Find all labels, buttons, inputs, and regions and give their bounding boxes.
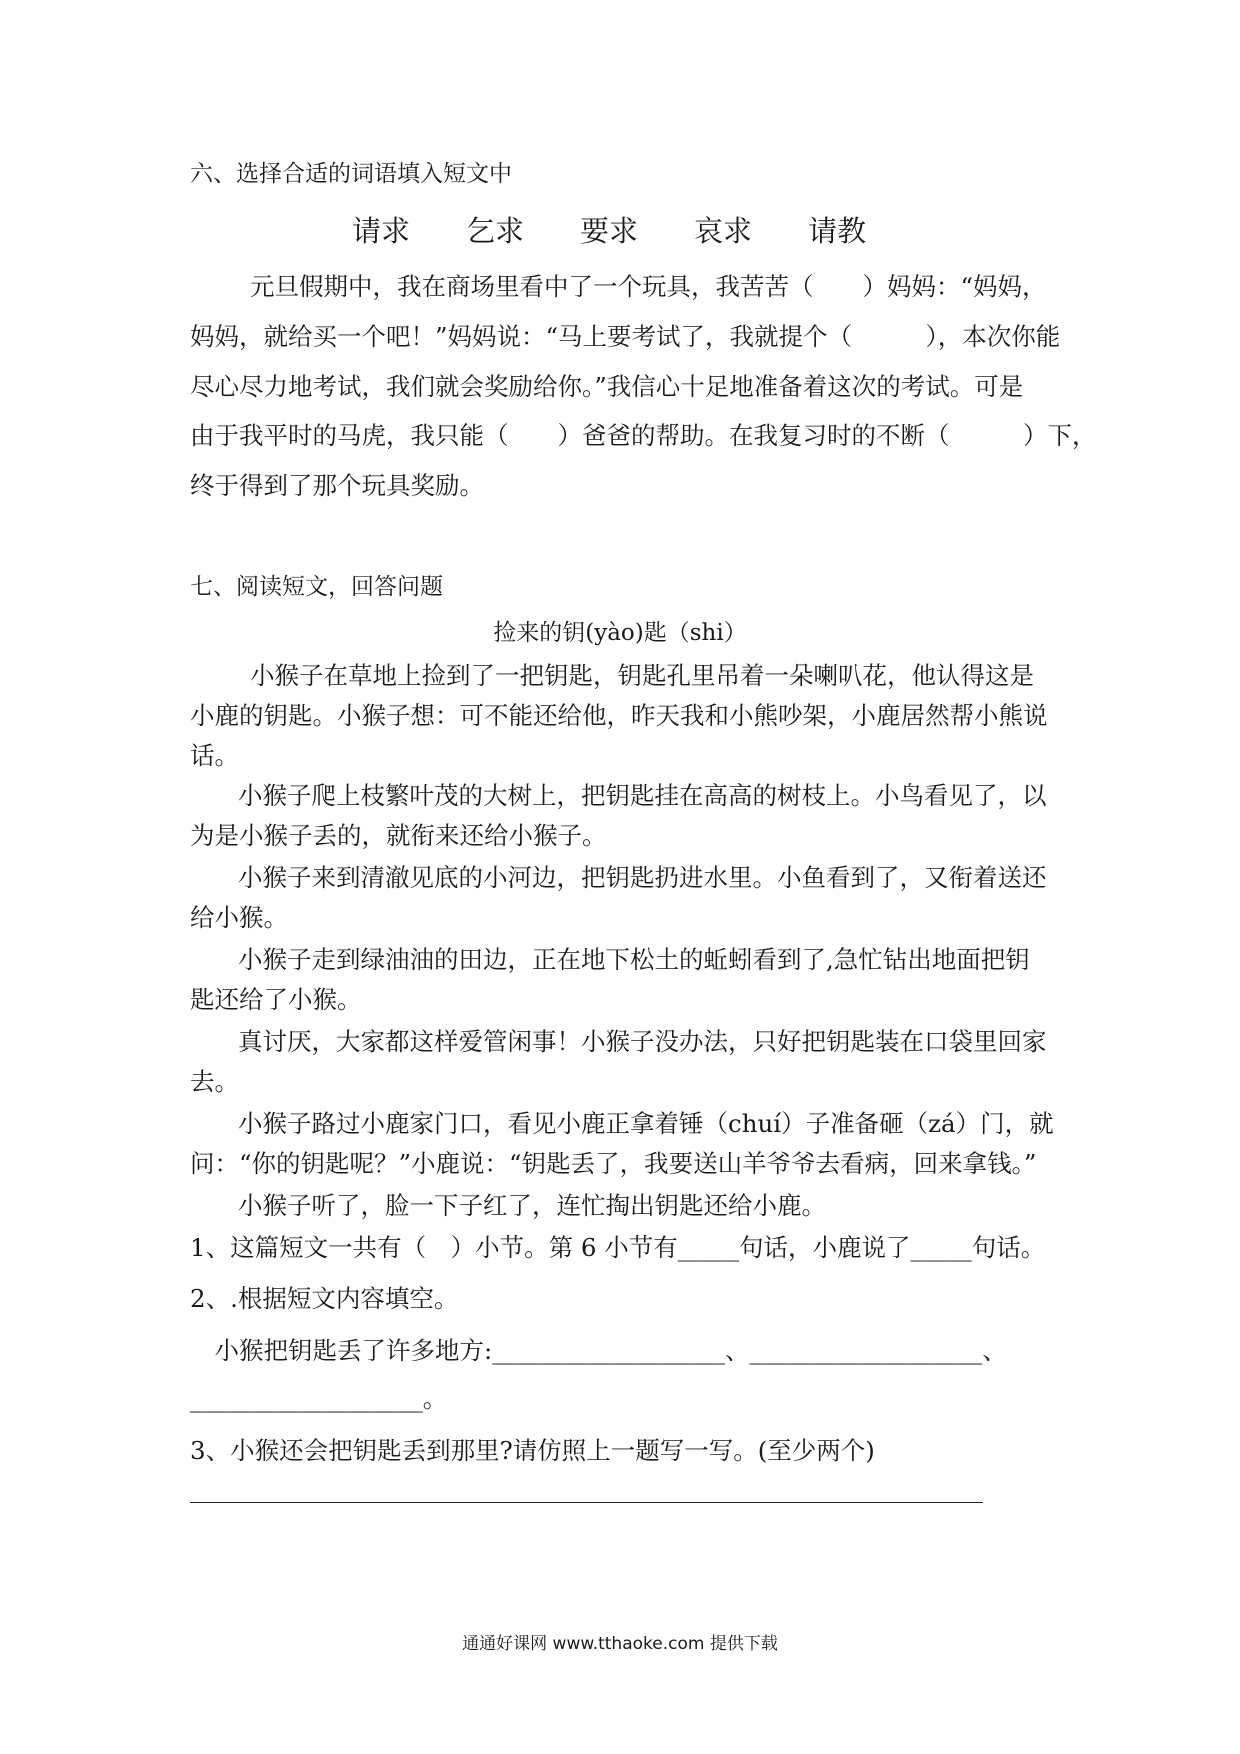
question-1: 1、这篇短文一共有（ ）小节。第 6 小节有_____句话，小鹿说了_____句话。 [190,1233,1046,1262]
story-line: 小猴子来到清澈见底的小河边，把钥匙扔进水里。小鱼看到了，又衔着送还 [238,863,1047,892]
passage-line: 尽心尽力地考试，我们就会奖励给你。”我信心十足地准备着这次的考试。可是 [190,372,1024,401]
story-line: 真讨厌，大家都这样爱管闲事！小猴子没办法，只好把钥匙装在口袋里回家 [238,1027,1047,1056]
word-option: 乞求 [466,214,525,248]
passage-line: 由于我平时的马虎，我只能（ ）爸爸的帮助。在我复习时的不断（ ）下， [190,421,1097,450]
section7-heading: 七、阅读短文，回答问题 [190,574,443,600]
footer-credit: 通通好课网 www.tthaoke.com 提供下载 [462,1634,778,1654]
story-line: 小猴子在草地上捡到了一把钥匙，钥匙孔里吊着一朵喇叭花，他认得这是 [250,661,1034,690]
story-line: 问：“你的钥匙呢？”小鹿说：“钥匙丢了，我要送山羊爷爷去看病，回来拿钱。” [190,1149,1037,1178]
story-line: 为是小猴子丢的，就衔来还给小猴子。 [190,821,607,850]
story-line: 小猴子听了，脸一下子红了，连忙掏出钥匙还给小鹿。 [238,1191,826,1220]
passage-line: 终于得到了那个玩具奖励。 [190,471,484,500]
word-option: 请教 [808,214,867,248]
story-line: 小猴子路过小鹿家门口，看见小鹿正拿着锤（chuí）子准备砸（zá）门，就 [238,1109,1054,1138]
story-line: 话。 [190,741,239,770]
passage-line: 妈妈，就给买一个吧！”妈妈说：“马上要考试了，我就提个（ ），本次你能 [190,322,1061,351]
word-option: 哀求 [694,214,753,248]
story-line: 小猴子走到绿油油的田边，正在地下松土的蚯蚓看到了,急忙钻出地面把钥 [238,945,1030,974]
word-option: 请求 [352,214,411,248]
story-line: 给小猴。 [190,903,288,932]
answer-line [190,1502,983,1503]
question-2: 2、.根据短文内容填空。 [190,1284,459,1313]
section6-heading: 六、选择合适的词语填入短文中 [190,161,512,187]
question-2-blanks: 小猴把钥匙丢了许多地方:___________________、___________________、 [190,1336,1007,1365]
word-option: 要求 [580,214,639,248]
word-options [352,213,866,249]
question-3: 3、小猴还会把钥匙丢到那里?请仿照上一题写一写。(至少两个) [190,1436,875,1465]
passage-line: 元旦假期中，我在商场里看中了一个玩具，我苦苦（ ）妈妈：“妈妈， [250,272,1047,301]
question-2-blanks-cont: ___________________。 [190,1384,448,1413]
story-title: 捡来的钥(yào)匙（shi） [493,620,747,646]
story-line: 小鹿的钥匙。小猴子想：可不能还给他，昨天我和小熊吵架，小鹿居然帮小熊说 [190,701,1048,730]
story-line: 小猴子爬上枝繁叶茂的大树上，把钥匙挂在高高的树枝上。小鸟看见了，以 [238,781,1047,810]
story-line: 匙还给了小猴。 [190,985,362,1014]
story-line: 去。 [190,1067,239,1096]
